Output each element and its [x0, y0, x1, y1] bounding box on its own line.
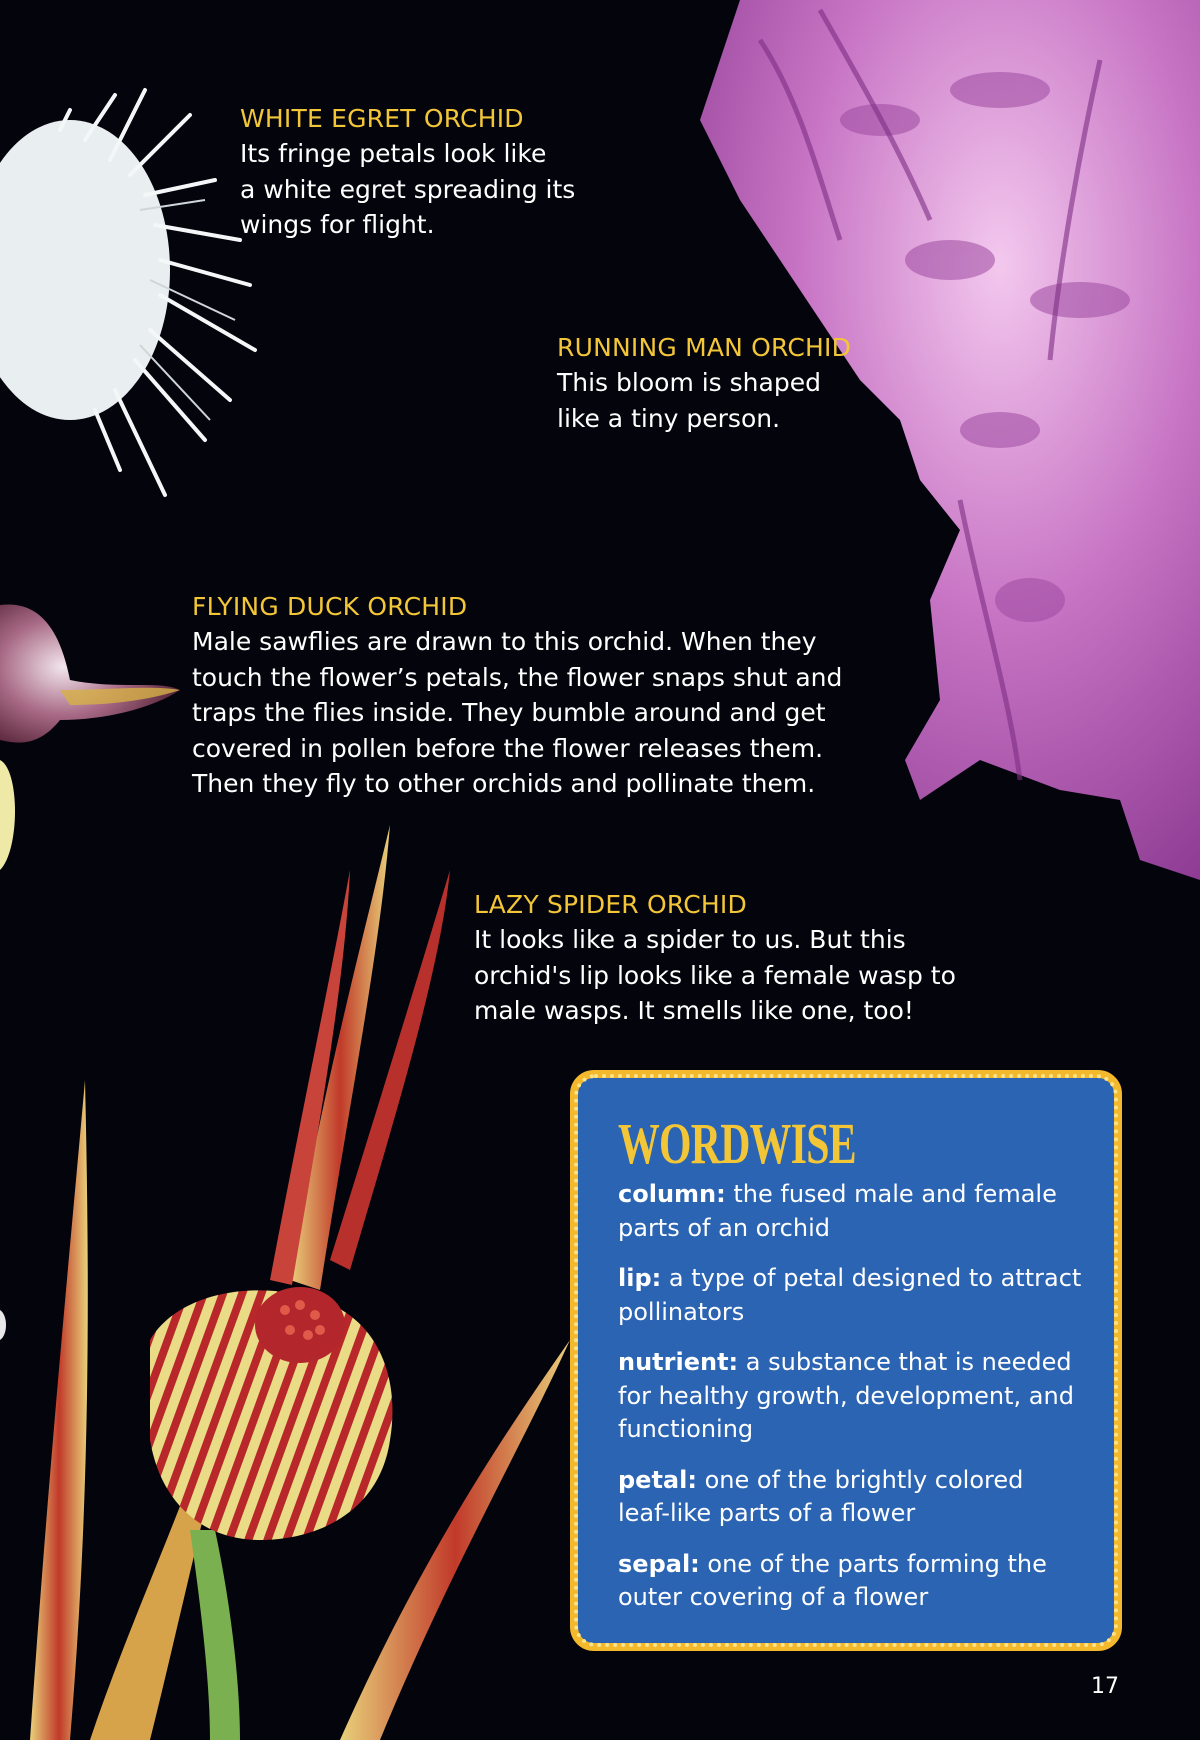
white-egret-text-line: wings for flight.	[240, 210, 435, 239]
glossary-entry-lip	[618, 1262, 1098, 1329]
glossary-entry-column	[618, 1178, 1098, 1245]
glossary-term: sepal:	[618, 1549, 700, 1578]
glossary-entry-sepal	[618, 1548, 1098, 1615]
flying-duck-text-line: traps the flies inside. They bumble around and get	[192, 698, 826, 727]
white-egret-text-line: Its fringe petals look like	[240, 139, 547, 168]
flying-duck-orchid-photo	[0, 604, 180, 1340]
running-man-text-line: This bloom is shaped	[557, 368, 821, 397]
white-egret-heading: WHITE EGRET ORCHID	[240, 104, 524, 133]
glossary-definition: pollinators	[618, 1297, 745, 1326]
white-egret-caption	[240, 102, 575, 243]
page-number: 17	[1091, 1674, 1119, 1699]
glossary-definition: a substance that is needed	[745, 1348, 1072, 1376]
glossary-term: column:	[618, 1180, 726, 1208]
white-egret-text-line: a white egret spreading its	[240, 174, 576, 204]
lazy-spider-text-line: orchid's lip looks like a female wasp to	[474, 960, 956, 990]
glossary-term: nutrient:	[618, 1348, 739, 1376]
flying-duck-text-line: touch the flower’s petals, the flower snaps shut and	[192, 662, 843, 692]
glossary-definition: leaf-like parts of a flower	[618, 1499, 916, 1527]
running-man-heading: RUNNING MAN ORCHID	[557, 333, 852, 362]
lazy-spider-text-line: It looks like a spider to us. But this	[474, 925, 906, 954]
glossary-definition: outer covering of a flower	[618, 1583, 929, 1611]
running-man-caption	[557, 331, 851, 436]
flying-duck-text-line: covered in pollen before the flower releases them.	[192, 733, 824, 763]
glossary-definition: parts of an orchid	[618, 1213, 830, 1242]
running-man-text-line: like a tiny person.	[557, 403, 781, 433]
lazy-spider-heading: LAZY SPIDER ORCHID	[474, 890, 747, 919]
glossary-entry-nutrient	[618, 1346, 1098, 1447]
white-egret-orchid-photo	[0, 90, 255, 495]
lazy-spider-text-line: male wasps. It smells like one, too!	[474, 996, 914, 1025]
wordwise-title: WORDWISE	[618, 1111, 856, 1176]
glossary-definition: one of the brightly colored	[704, 1465, 1024, 1494]
glossary-term: petal:	[618, 1465, 697, 1494]
glossary-list	[618, 1178, 1098, 1632]
flying-duck-heading: FLYING DUCK ORCHID	[192, 592, 468, 621]
glossary-definition: a type of petal designed to attract	[668, 1264, 1082, 1292]
glossary-entry-petal	[618, 1464, 1098, 1531]
lazy-spider-caption	[474, 888, 956, 1029]
wordwise-glossary-box	[570, 1070, 1122, 1651]
glossary-definition: one of the parts forming the	[707, 1549, 1047, 1578]
flying-duck-caption	[192, 590, 842, 802]
flying-duck-text-line: Then they fly to other orchids and pollinate them.	[192, 769, 816, 798]
glossary-definition: for healthy growth, development, and	[618, 1381, 1074, 1410]
glossary-term: lip:	[618, 1264, 662, 1292]
glossary-definition: the fused male and female	[733, 1180, 1057, 1208]
glossary-definition: functioning	[618, 1415, 754, 1443]
flying-duck-text-line: Male sawflies are drawn to this orchid. When they	[192, 627, 817, 656]
